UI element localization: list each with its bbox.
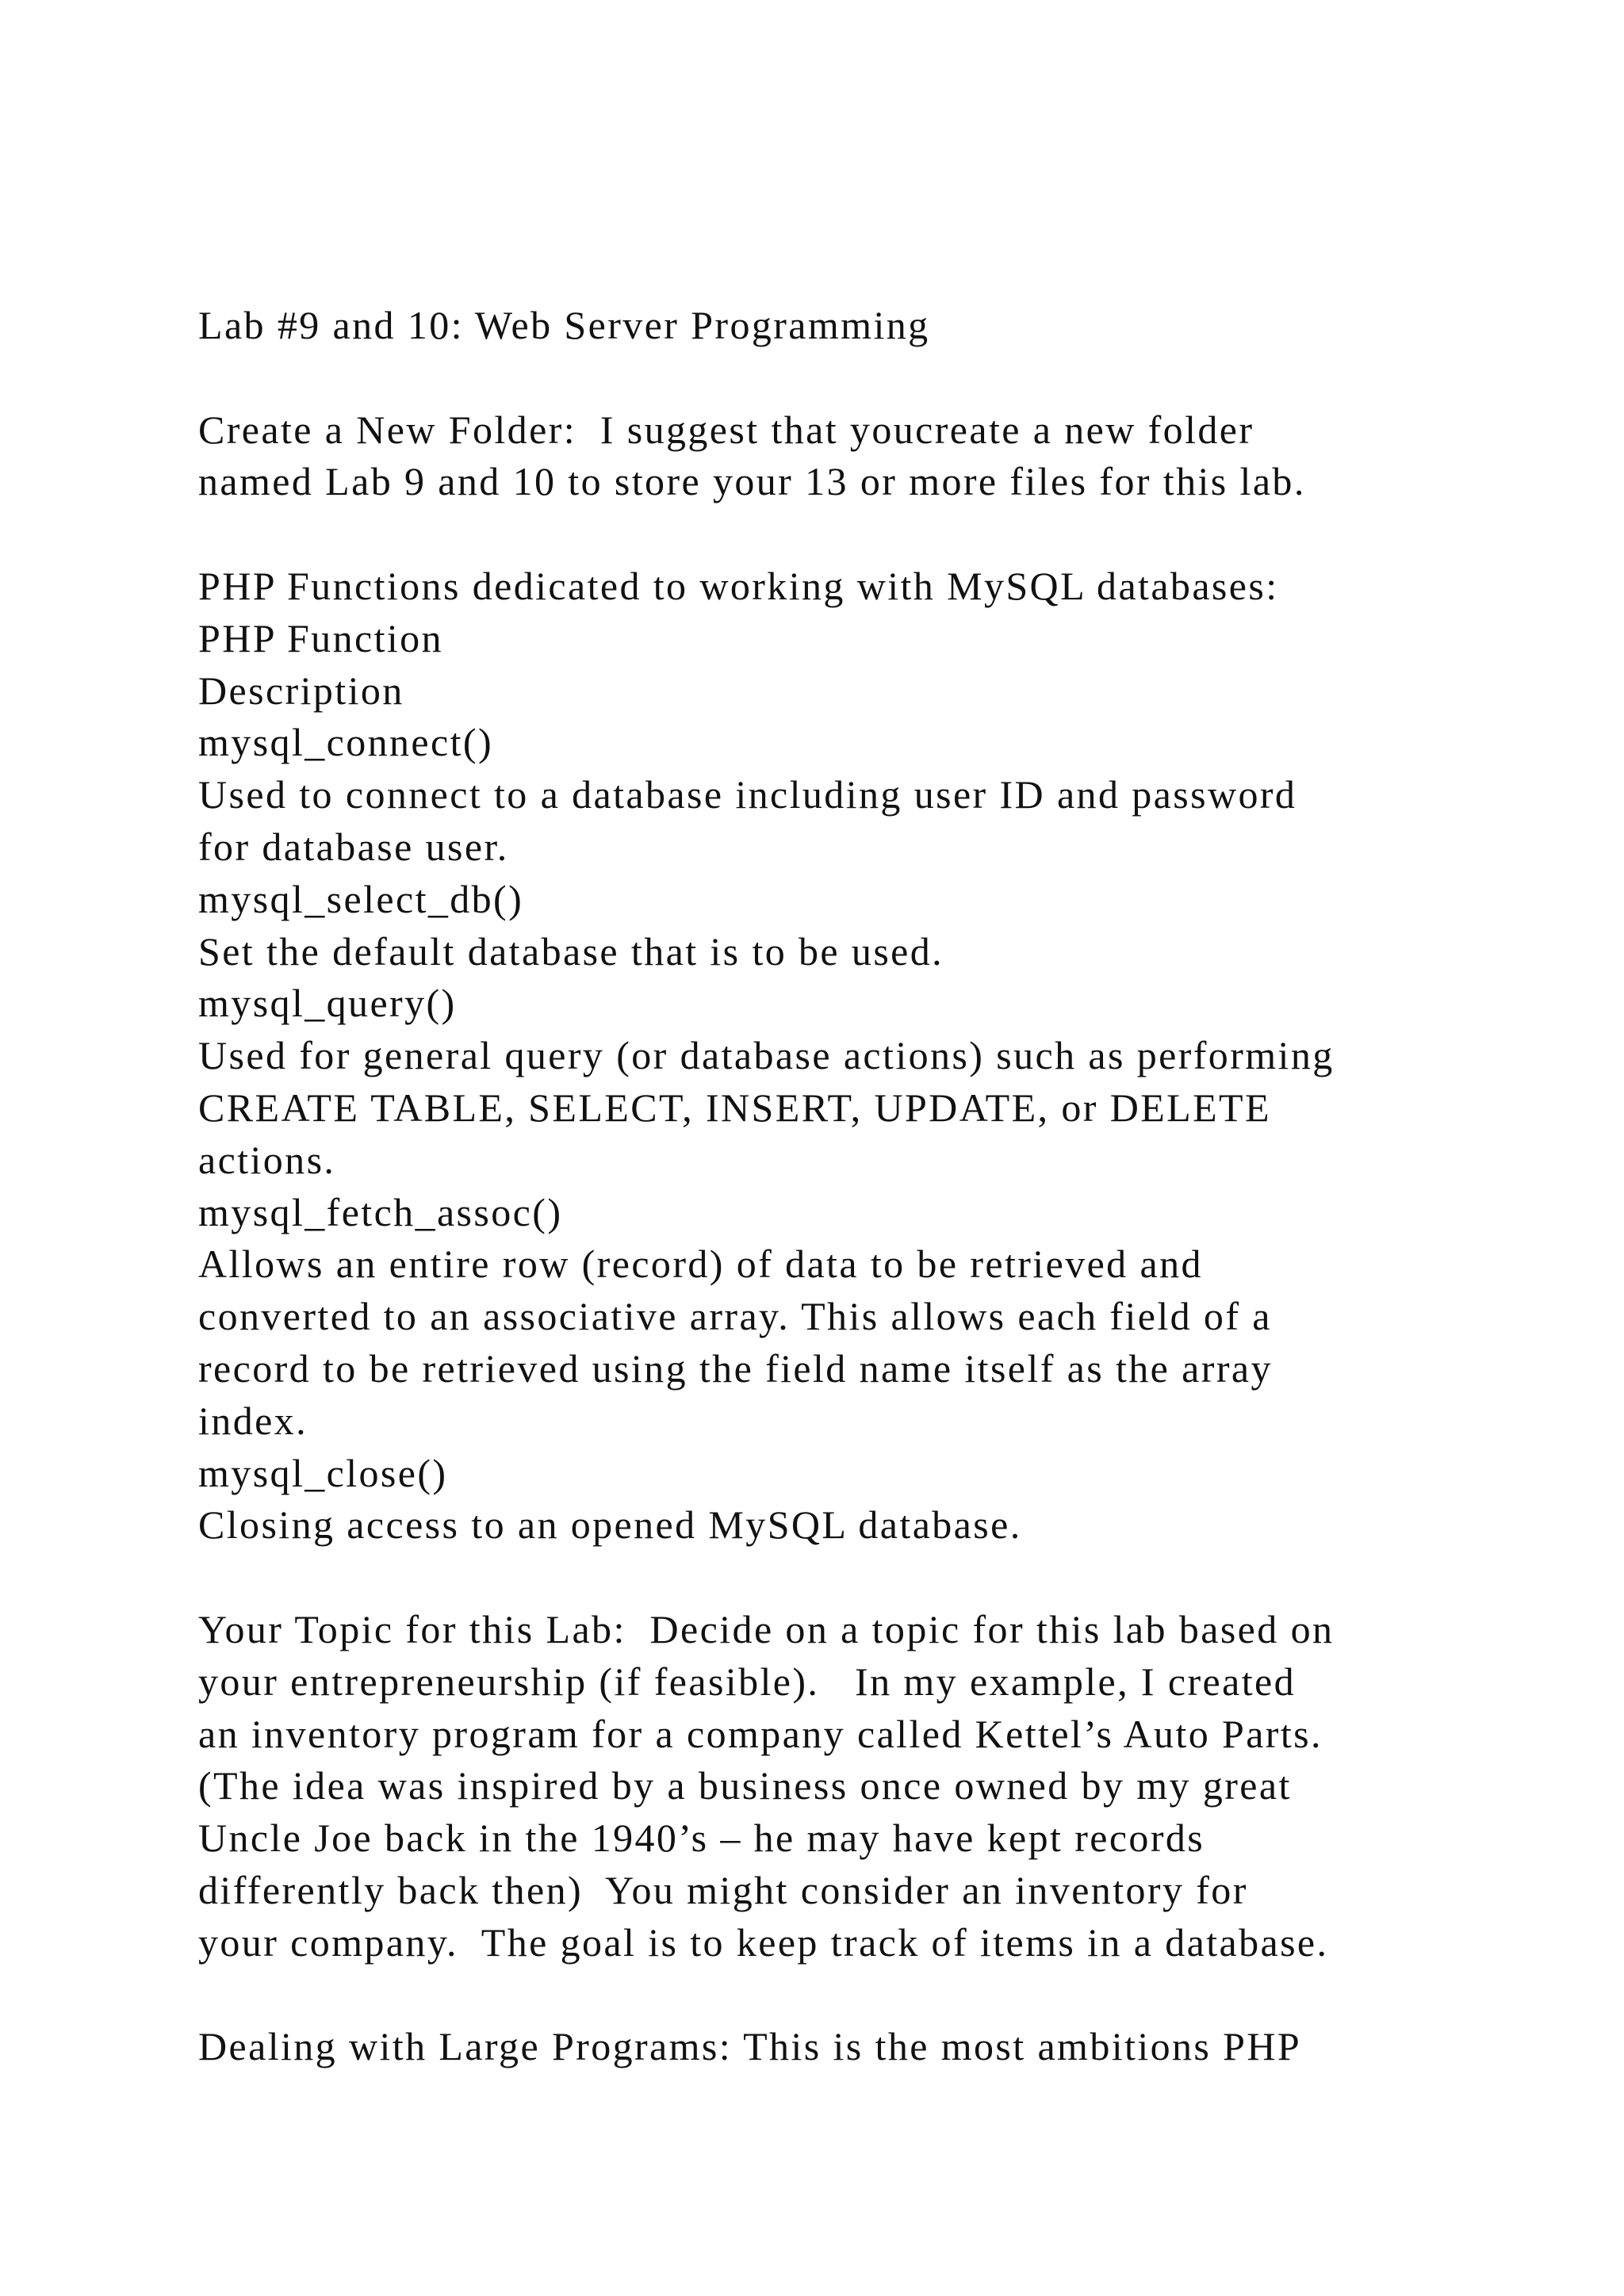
document-body — [198, 300, 1578, 2073]
table-header-description: Description — [198, 668, 404, 713]
function-name: mysql_connect() — [198, 720, 494, 765]
spacer — [198, 1969, 1578, 2022]
function-description-line: Allows an entire row (record) of data to be retrieved and — [198, 1242, 1203, 1287]
large-programs-line: Dealing with Large Programs: This is the most ambitions PHP — [198, 2024, 1302, 2069]
folder-paragraph — [198, 404, 1578, 509]
paragraph-line: your entrepreneurship (if feasible). In my example, I created — [198, 1659, 1296, 1704]
function-description-line: index. — [198, 1398, 308, 1443]
functions-intro: PHP Functions dedicated to working with MySQL databases: — [198, 563, 1279, 608]
paragraph-line: an inventory program for a company called Kettel’s Auto Parts. — [198, 1711, 1323, 1756]
paragraph-line: named Lab 9 and 10 to store your 13 or more files for this lab. — [198, 459, 1306, 504]
function-description-line: record to be retrieved using the field name itself as the array — [198, 1345, 1273, 1391]
topic-paragraph — [198, 1604, 1578, 1969]
function-name: mysql_fetch_assoc() — [198, 1189, 563, 1234]
function-description-line: converted to an associative array. This allows each field of a — [198, 1294, 1272, 1339]
function-name: mysql_close() — [198, 1450, 448, 1495]
spacer — [198, 1552, 1578, 1604]
spacer — [198, 508, 1578, 561]
function-description-line: Used to connect to a database including user ID and password — [198, 772, 1297, 817]
function-description-line: Set the default database that is to be used. — [198, 928, 944, 974]
table-row — [198, 874, 1578, 978]
paragraph-line: (The idea was inspired by a business once owned by my great — [198, 1763, 1292, 1808]
spacer — [198, 352, 1578, 404]
function-name: mysql_query() — [198, 981, 457, 1026]
table-row — [198, 978, 1578, 1186]
document-title: Lab #9 and 10: Web Server Programming — [198, 303, 930, 347]
paragraph-line: Your Topic for this Lab: Decide on a topic for this lab based on — [198, 1606, 1335, 1651]
table-row — [198, 1448, 1578, 1552]
function-description-line: Closing access to an opened MySQL database. — [198, 1502, 1022, 1548]
function-description-line: actions. — [198, 1137, 336, 1182]
function-description-line: CREATE TABLE, SELECT, INSERT, UPDATE, or DELETE — [198, 1085, 1271, 1130]
table-row — [198, 717, 1578, 873]
paragraph-line: differently back then) You might consider an inventory for — [198, 1867, 1248, 1912]
paragraph-line: Create a New Folder: I suggest that youcreate a new folder — [198, 407, 1254, 452]
function-name: mysql_select_db() — [198, 876, 524, 921]
paragraph-line: Uncle Joe back in the 1940’s – he may have kept records — [198, 1816, 1205, 1861]
paragraph-line: your company. The goal is to keep track of items in a database. — [198, 1919, 1329, 1965]
functions-table — [198, 613, 1578, 1552]
table-row — [198, 1187, 1578, 1448]
function-description-line: Used for general query (or database actions) such as performing — [198, 1033, 1335, 1078]
table-header-function: PHP Function — [198, 615, 443, 660]
function-description-line: for database user. — [198, 824, 509, 869]
